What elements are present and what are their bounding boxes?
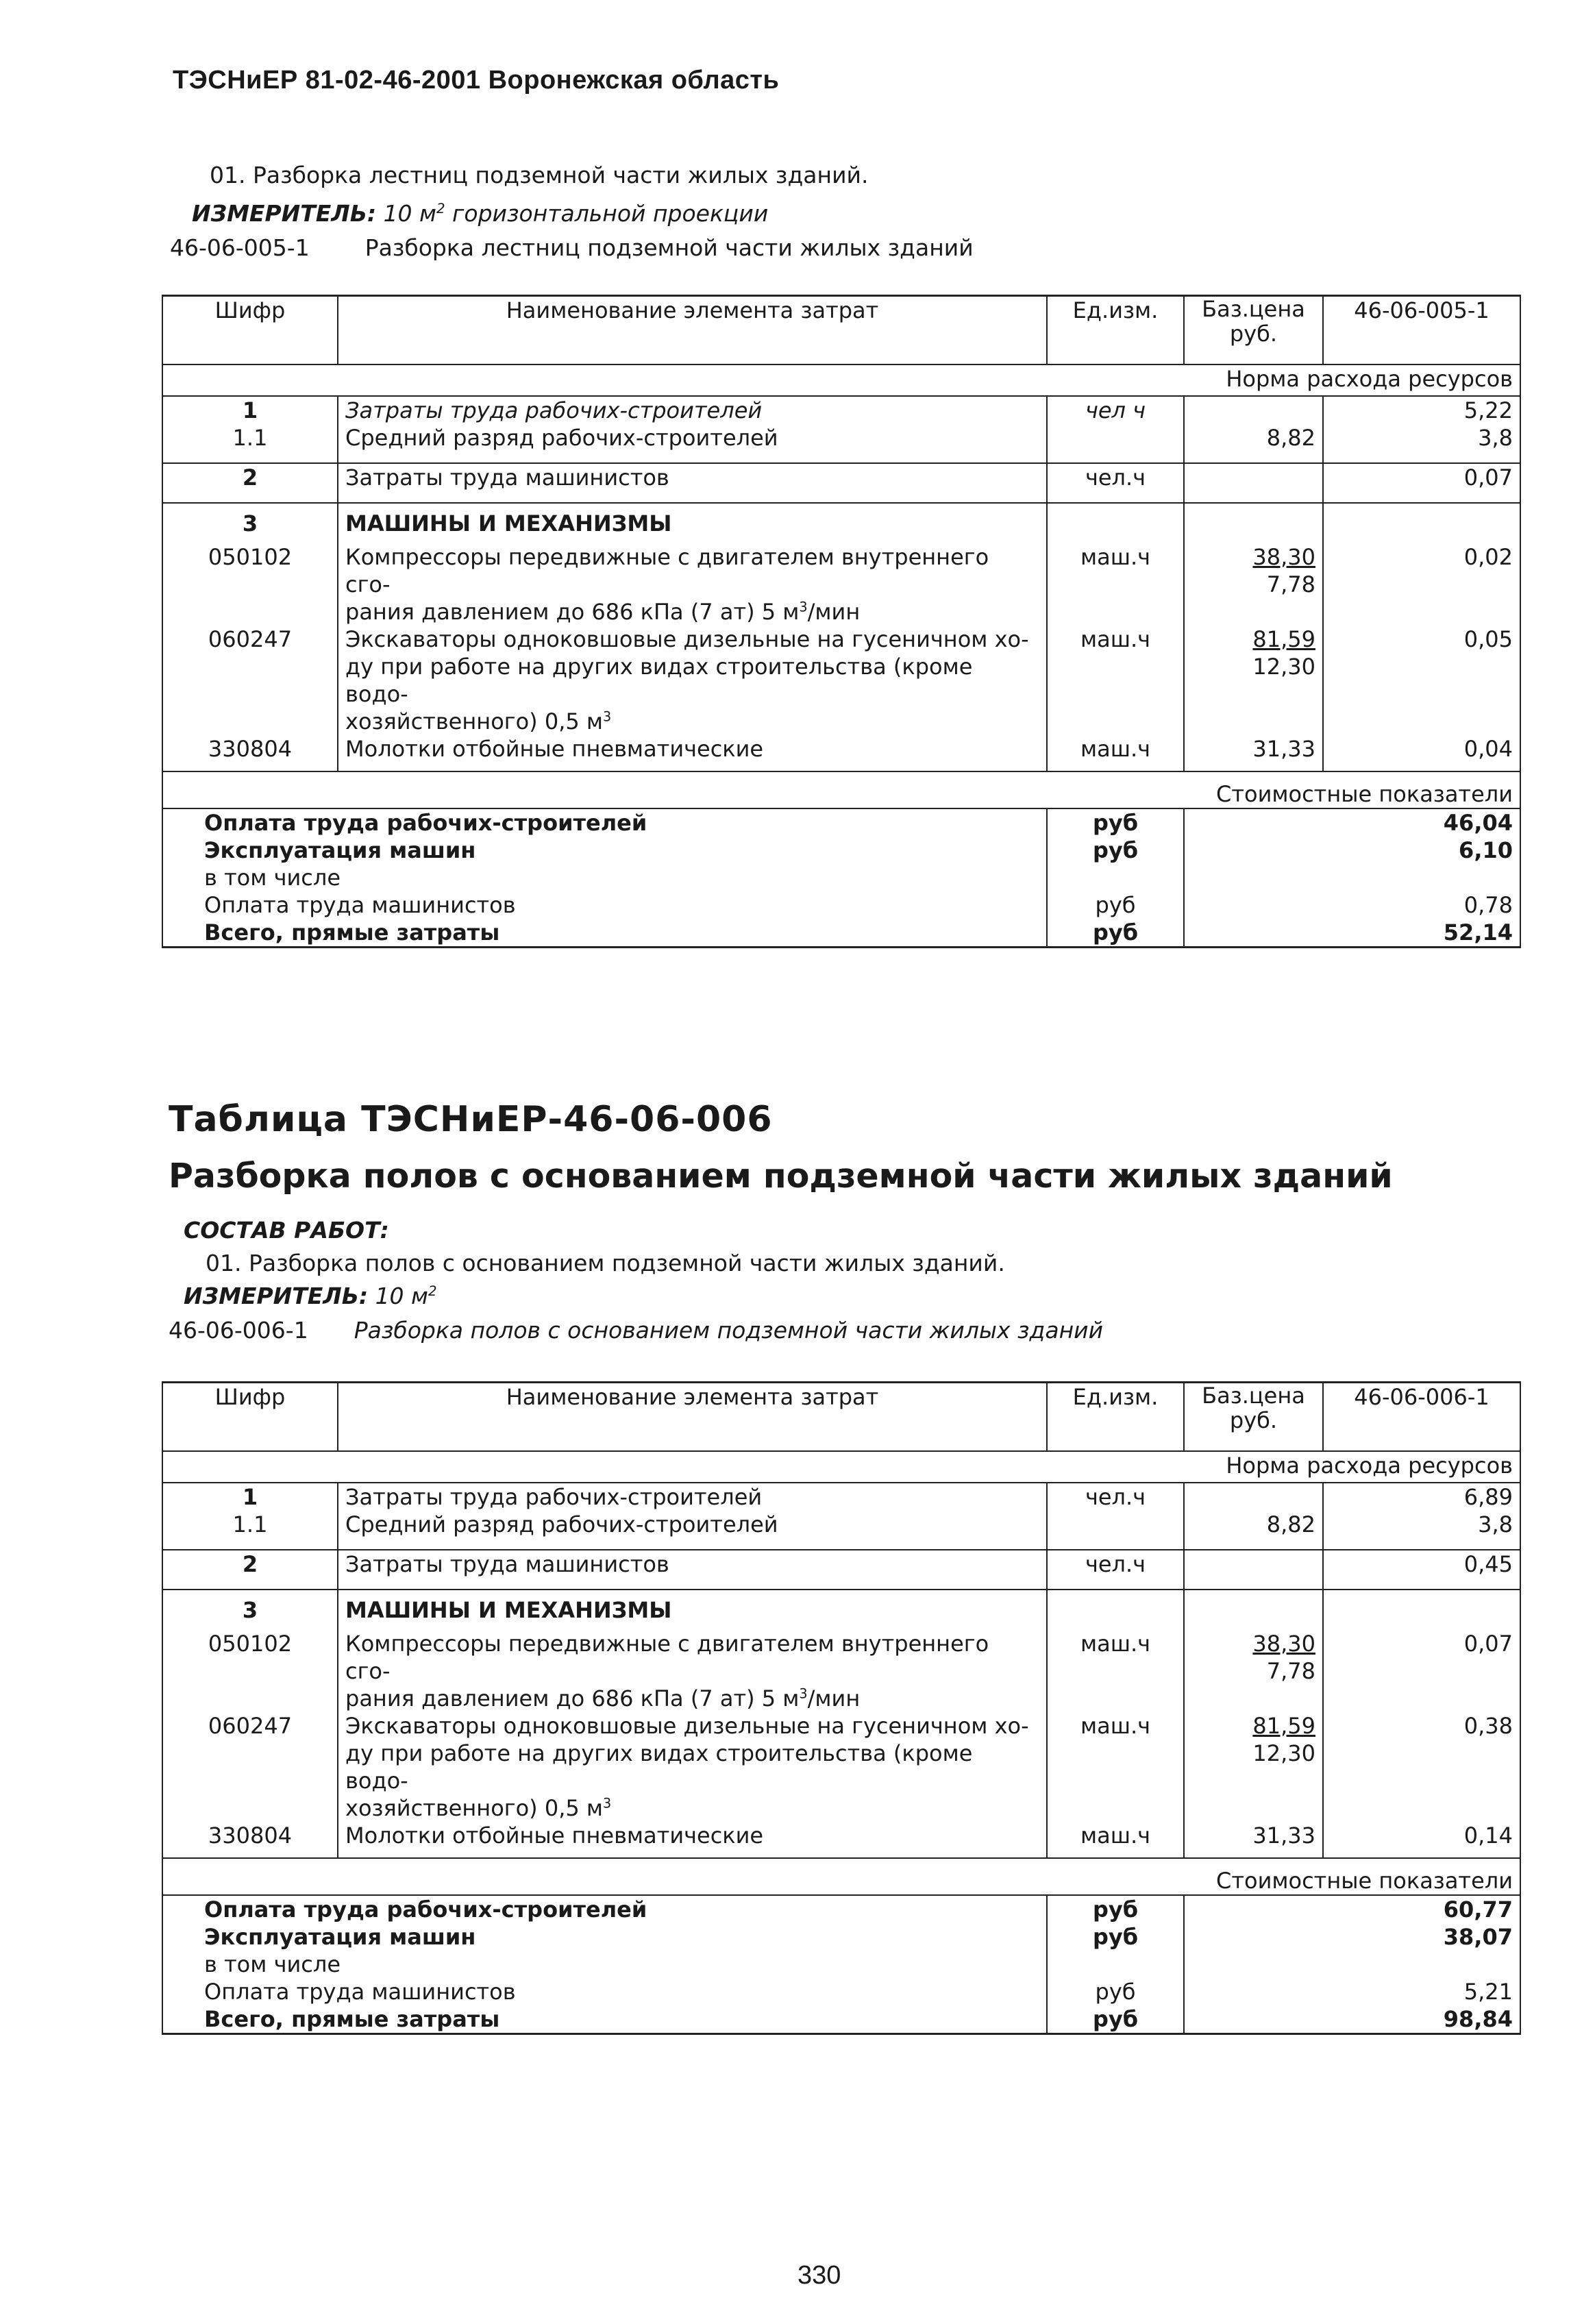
cost-row: Эксплуатация машин руб 6,10 — [162, 837, 1520, 864]
table-row: 050102 Компрессоры передвижные с двигателем внутреннего сго- рания давлением до 686 кПа (7 ат) 5 $м^3$/мин маш.ч 38,30 7,78 0,07 — [162, 1630, 1520, 1712]
table-row: 1 Затраты труда рабочих-строителей чел.ч 6,89 — [162, 1483, 1520, 1511]
cost-row: Эксплуатация машин руб 38,07 — [162, 1923, 1520, 1951]
meter-line — [192, 200, 768, 227]
table-row: 1.1 Средний разряд рабочих-строителей 8,82 3,8 — [162, 424, 1520, 463]
norm-caption: Норма расхода ресурсов — [1184, 1451, 1520, 1483]
cost-caption: Стоимостные показатели — [1184, 1858, 1520, 1895]
header-name: Наименование элемента затрат — [338, 1383, 1047, 1452]
header-norm: 46-06-005-1 — [1323, 296, 1520, 365]
table-row: 1 Затраты труда рабочих-строителей чел ч 5,22 — [162, 396, 1520, 424]
table-row: 330804 Молотки отбойные пневматические маш.ч 31,33 0,14 — [162, 1822, 1520, 1858]
cost-caption-row — [162, 771, 1520, 808]
cost-row: в том числе — [162, 1951, 1520, 1978]
cost-row: Всего, прямые затраты руб 52,14 — [162, 919, 1520, 948]
composition-label: СОСТАВ РАБОТ: — [184, 1217, 389, 1244]
cost-row: Оплата труда машинистов руб 5,21 — [162, 1978, 1520, 2005]
page-number: 330 — [798, 2261, 841, 2290]
code-line — [170, 234, 974, 261]
work-item: 01. Разборка лестниц подземной части жилых зданий. — [210, 162, 869, 188]
header-code: Шифр — [162, 296, 338, 365]
meter-value: 10 $м^2$ горизонтальной проекции — [383, 200, 769, 227]
header-code: Шифр — [162, 1383, 338, 1452]
table-row: 3 МАШИНЫ И МЕХАНИЗМЫ — [162, 503, 1520, 543]
header-price: Баз.цена руб. — [1184, 296, 1323, 365]
norms-table-1 — [162, 295, 1521, 948]
meter-label: ИЗМЕРИТЕЛЬ: — [192, 200, 377, 227]
table-row: 060247 Экскаваторы одноковшовые дизельные на гусеничном хо- ду при работе на других видах строительства (кроме водо- хозяйственного) 0,5 $м^3$ маш.ч 81,59 12,30 0,38 — [162, 1712, 1520, 1822]
cost-caption-row — [162, 1858, 1520, 1895]
document-header: ТЭСНиЕР 81-02-46-2001 Воронежская область — [173, 66, 780, 95]
cost-caption: Стоимостные показатели — [1184, 771, 1520, 808]
norms-table-2 — [162, 1381, 1521, 2035]
header-name: Наименование элемента затрат — [338, 296, 1047, 365]
table-subtitle: Разборка полов с основанием подземной части жилых зданий — [169, 1157, 1393, 1196]
table-header-row — [162, 296, 1520, 365]
table-row: 060247 Экскаваторы одноковшовые дизельные на гусеничном хо- ду при работе на других видах строительства (кроме водо- хозяйственного) 0,5 $м^3$ маш.ч 81,59 12,30 0,05 — [162, 626, 1520, 735]
table-row: 1.1 Средний разряд рабочих-строителей 8,82 3,8 — [162, 1511, 1520, 1550]
cost-row: в том числе — [162, 864, 1520, 891]
header-price: Баз.цена руб. — [1184, 1383, 1323, 1452]
table-header-row — [162, 1383, 1520, 1452]
table-row: 330804 Молотки отбойные пневматические маш.ч 31,33 0,04 — [162, 735, 1520, 771]
norm-code: 46-06-005-1 — [170, 234, 310, 261]
table-row: 3 МАШИНЫ И МЕХАНИЗМЫ — [162, 1590, 1520, 1630]
norm-code: 46-06-006-1 — [169, 1317, 308, 1344]
meter-value: 10 $м^2$ — [375, 1283, 437, 1309]
table-row: 050102 Компрессоры передвижные с двигателем внутреннего сго- рания давлением до 686 кПа (7 ат) 5 $м^3$/мин маш.ч 38,30 7,78 0,02 — [162, 543, 1520, 626]
work-item: 01. Разборка полов с основанием подземной части жилых зданий. — [206, 1250, 1005, 1276]
header-unit: Ед.изм. — [1047, 1383, 1184, 1452]
cost-row: Оплата труда рабочих-строителей руб 60,77 — [162, 1895, 1520, 1923]
cost-row: Оплата труда рабочих-строителей руб 46,04 — [162, 808, 1520, 837]
norm-code-description: Разборка полов с основанием подземной части жилых зданий — [354, 1317, 1104, 1344]
norm-caption-row — [162, 364, 1520, 396]
header-unit: Ед.изм. — [1047, 296, 1184, 365]
table-row: 2 Затраты труда машинистов чел.ч 0,45 — [162, 1550, 1520, 1590]
norm-code-description: Разборка лестниц подземной части жилых зданий — [364, 234, 974, 261]
norm-caption-row — [162, 1451, 1520, 1483]
cost-row: Оплата труда машинистов руб 0,78 — [162, 891, 1520, 919]
code-line — [169, 1317, 1103, 1344]
cost-row: Всего, прямые затраты руб 98,84 — [162, 2005, 1520, 2034]
norm-caption: Норма расхода ресурсов — [1184, 364, 1520, 396]
table-title: Таблица ТЭСНиЕР-46-06-006 — [169, 1099, 773, 1140]
meter-label: ИЗМЕРИТЕЛЬ: — [184, 1283, 369, 1309]
header-norm: 46-06-006-1 — [1323, 1383, 1520, 1452]
table-row: 2 Затраты труда машинистов чел.ч 0,07 — [162, 463, 1520, 503]
meter-line — [184, 1283, 437, 1309]
